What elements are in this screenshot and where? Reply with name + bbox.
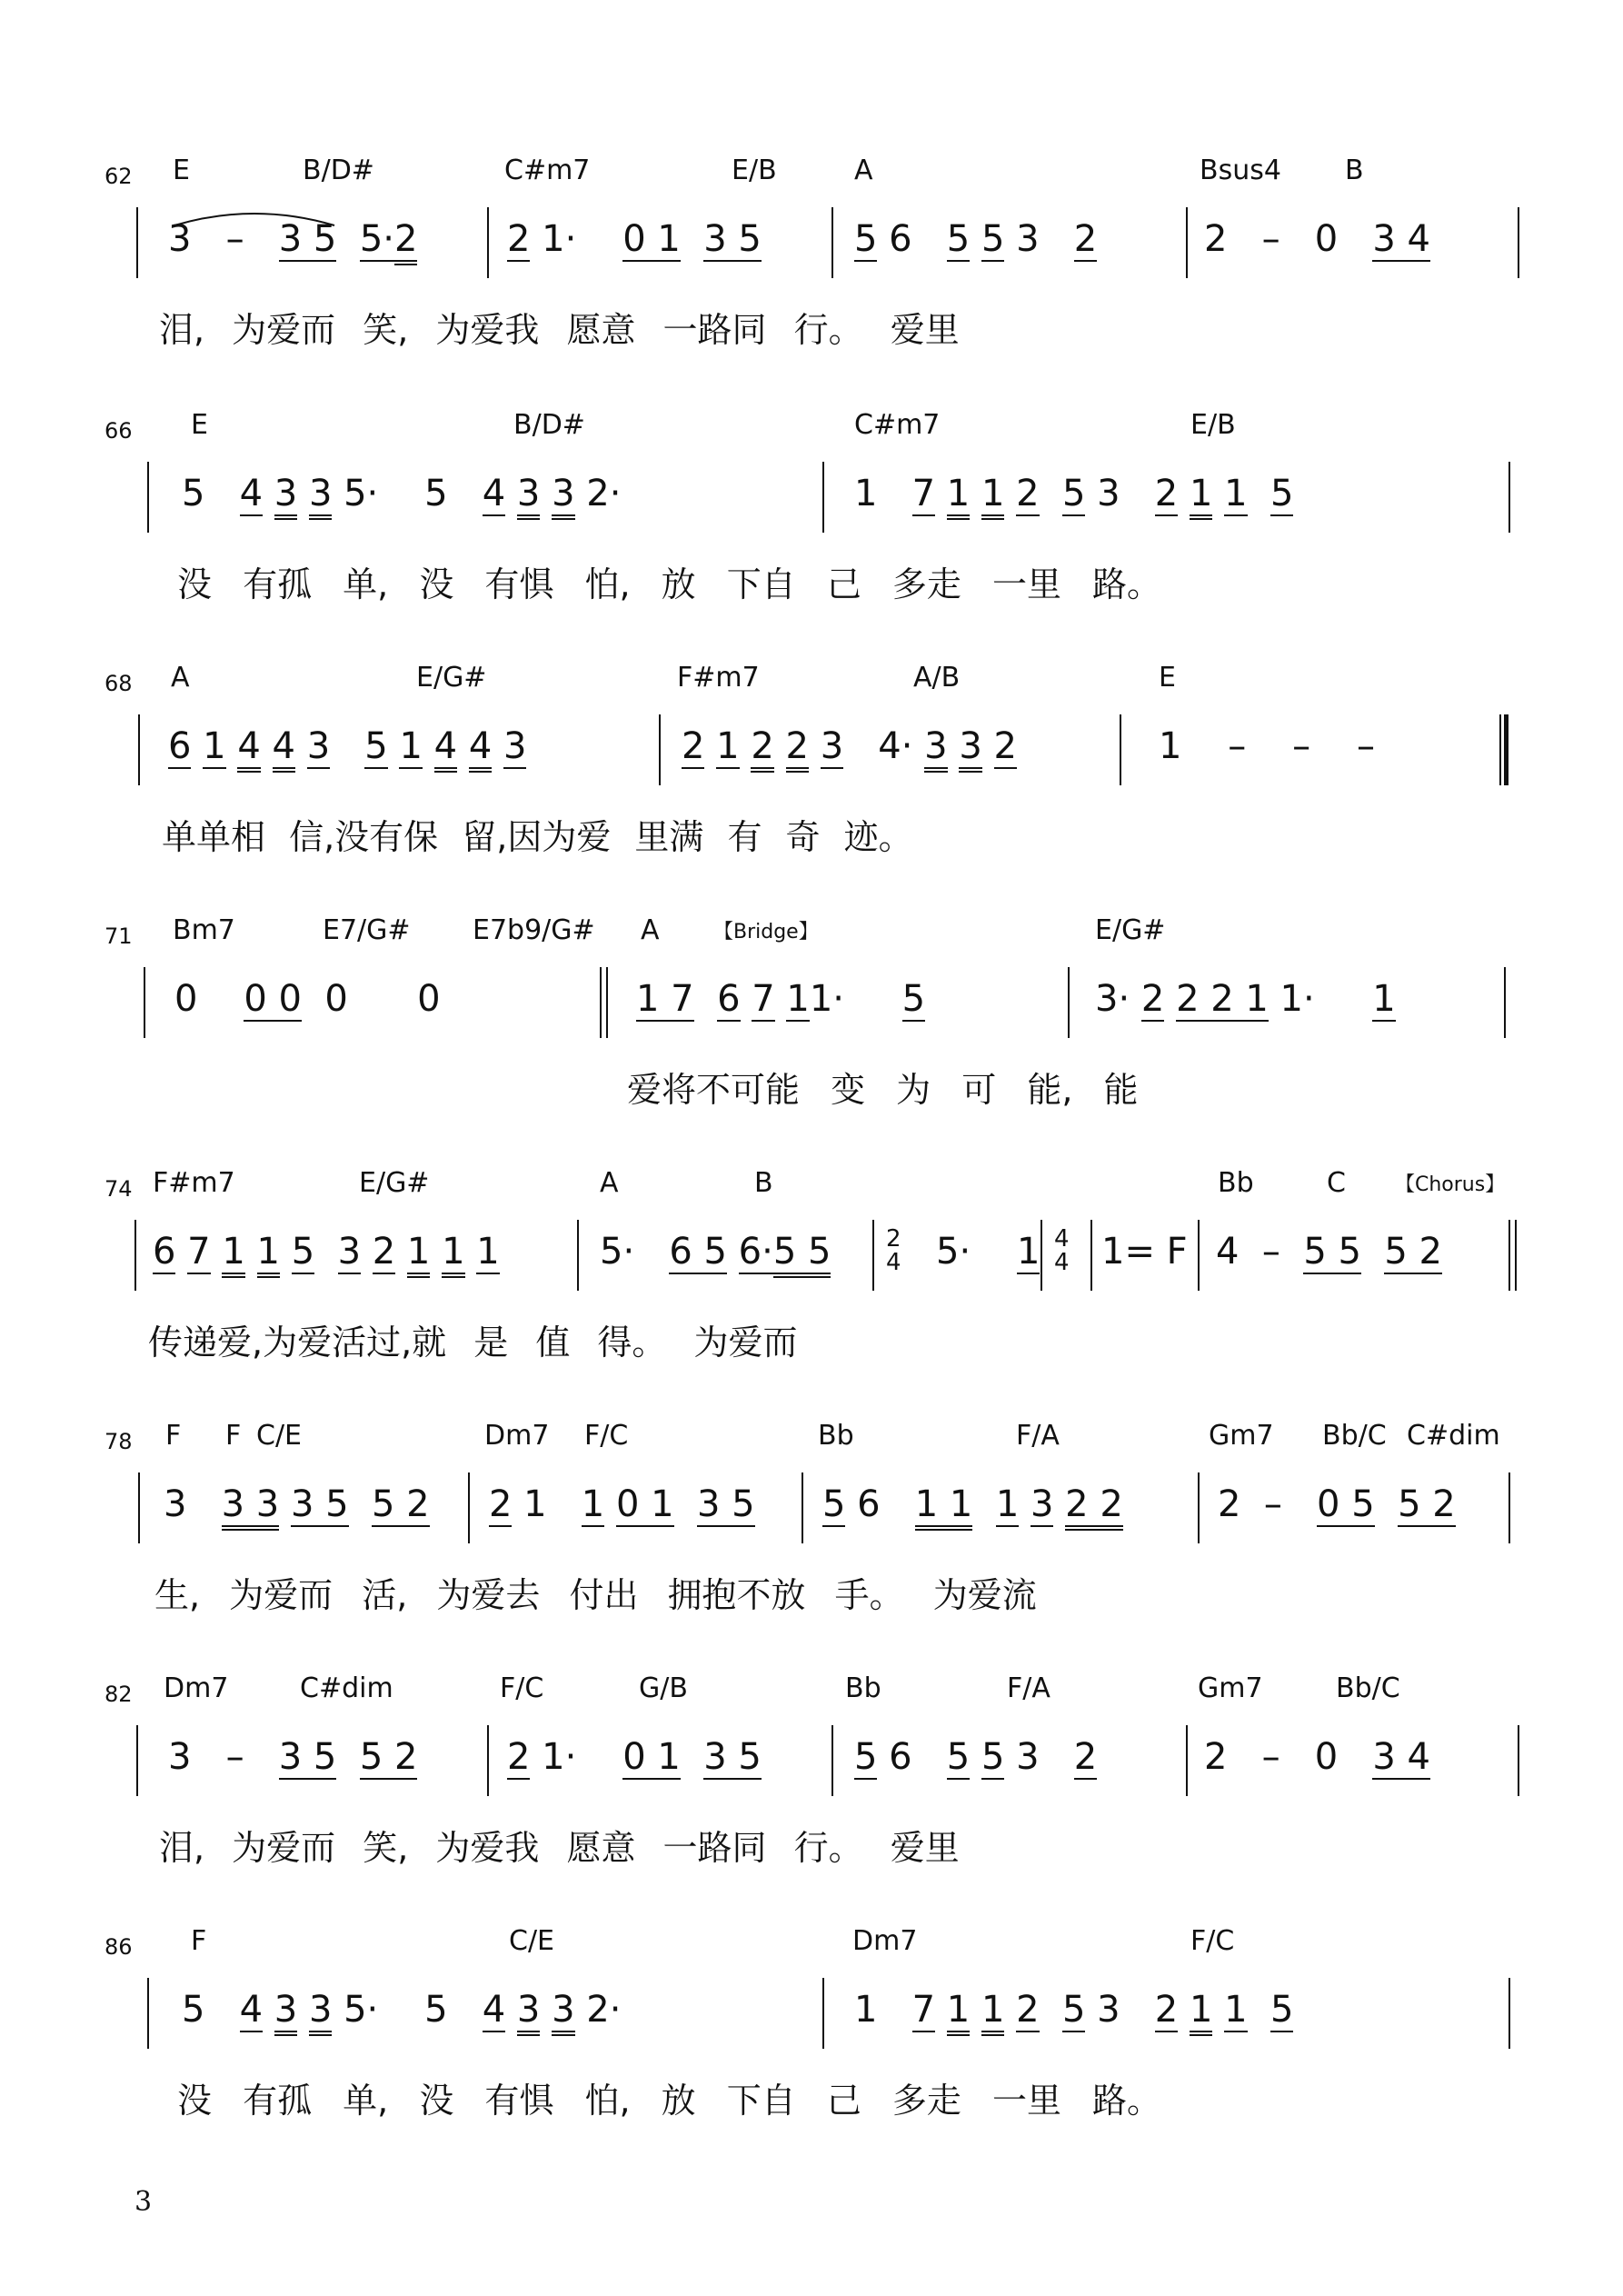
barline bbox=[144, 967, 145, 1038]
barline bbox=[136, 1725, 138, 1796]
system-number: 66 bbox=[105, 418, 133, 444]
lyric-line: 没 有孤 单, 没 有惧 怕, 放 下自 己 多走 一里 路。 bbox=[177, 564, 1162, 604]
chord: F#m7 bbox=[153, 1167, 235, 1199]
chord: E/B bbox=[1190, 409, 1236, 441]
chord: Bb bbox=[845, 1672, 881, 1704]
note-group: 2 1· 0 1 3 5 bbox=[507, 218, 762, 260]
chord: Dm7 bbox=[164, 1672, 229, 1704]
note-group: 5· 6 5 6·5 5 bbox=[600, 1231, 831, 1273]
chord: F/A bbox=[1016, 1420, 1060, 1452]
section-tag: 【Bridge】 bbox=[713, 921, 819, 943]
system-62 bbox=[0, 155, 1623, 418]
chord: Bsus4 bbox=[1200, 155, 1281, 186]
chord: A bbox=[171, 662, 190, 694]
note-group: 5· 1 bbox=[936, 1231, 1041, 1273]
lyric-line: 传递爱,为爱活过,就 是 值 得。 为爱而 bbox=[148, 1323, 798, 1363]
note-group: 3 – 3 5 5·2 bbox=[168, 218, 417, 260]
note-group: 2 – 0 5 5 2 bbox=[1218, 1483, 1456, 1525]
system-86 bbox=[0, 1925, 1623, 2189]
barline bbox=[1518, 207, 1519, 278]
section-tag: 【Chorus】 bbox=[1395, 1173, 1506, 1196]
chord: B bbox=[754, 1167, 773, 1199]
chord: F/A bbox=[1007, 1672, 1050, 1704]
chord: E/G# bbox=[416, 662, 487, 694]
system-number: 68 bbox=[105, 671, 133, 696]
chord: E/G# bbox=[1095, 914, 1166, 946]
chord: F bbox=[191, 1925, 207, 1957]
system-number: 74 bbox=[105, 1176, 133, 1202]
system-number: 86 bbox=[105, 1934, 133, 1960]
barline bbox=[831, 1725, 833, 1796]
barline bbox=[1508, 1978, 1510, 2049]
lyric-line: 没 有孤 单, 没 有惧 怕, 放 下自 己 多走 一里 路。 bbox=[177, 2081, 1162, 2121]
note-group: 2 1· 0 1 3 5 bbox=[507, 1736, 762, 1778]
barline bbox=[1068, 967, 1070, 1038]
note-group: 3 – 3 5 5 2 bbox=[168, 1736, 418, 1778]
chord: C bbox=[1327, 1167, 1346, 1199]
chord: C#m7 bbox=[504, 155, 591, 186]
barline bbox=[831, 207, 833, 278]
barline bbox=[147, 1978, 149, 2049]
note-group: 3 3 3 3 5 5 2 bbox=[164, 1483, 430, 1525]
note-group: 2 – 0 3 4 bbox=[1204, 218, 1430, 260]
note-group: 6 7 1 1 5 3 2 1 1 1 bbox=[153, 1231, 500, 1273]
note-group: 5 6 5 5 3 2 bbox=[854, 1736, 1098, 1778]
slur bbox=[173, 209, 336, 227]
chord: A bbox=[641, 914, 660, 946]
system-78 bbox=[0, 1420, 1623, 1683]
barline bbox=[802, 1472, 803, 1543]
system-74 bbox=[0, 1167, 1623, 1431]
note-group: 1 7 6 7 11· 5 bbox=[636, 978, 926, 1020]
note-group: 3· 2 2 2 1 1· 1 bbox=[1095, 978, 1396, 1020]
chord: A/B bbox=[913, 662, 961, 694]
barline bbox=[1186, 1725, 1188, 1796]
note-group: 0 0 0 0 0 bbox=[174, 978, 441, 1020]
chord: C#dim bbox=[300, 1672, 393, 1704]
chord: B/D# bbox=[303, 155, 374, 186]
barline bbox=[577, 1220, 579, 1291]
note-group: 2 4 bbox=[886, 1225, 901, 1276]
barline bbox=[147, 462, 149, 533]
chord: Bb bbox=[1218, 1167, 1254, 1199]
lyric-line: 单单相 信,没有保 留,因为爱 里满 有 奇 迹。 bbox=[162, 817, 913, 857]
chord: F/C bbox=[500, 1672, 544, 1704]
note-group: 5 6 5 5 3 2 bbox=[854, 218, 1098, 260]
chord: C/E bbox=[256, 1420, 303, 1452]
lyric-line: 生, 为爱而 活, 为爱去 付出 拥抱不放 手。 为爱流 bbox=[154, 1575, 1037, 1615]
chord: E bbox=[191, 409, 208, 441]
system-66 bbox=[0, 409, 1623, 673]
note-group: 2 1 1 0 1 3 5 bbox=[489, 1483, 755, 1525]
barline bbox=[1504, 967, 1506, 1038]
barline-double bbox=[1508, 1220, 1517, 1291]
note-group: 1 – – – bbox=[1159, 725, 1376, 767]
barline bbox=[872, 1220, 874, 1291]
barline bbox=[659, 714, 661, 785]
barline bbox=[136, 207, 138, 278]
system-number: 78 bbox=[105, 1429, 133, 1454]
note-group: 1 7 1 1 2 5 3 2 1 1 5 bbox=[854, 473, 1293, 514]
chord: B/D# bbox=[513, 409, 585, 441]
barline bbox=[134, 1220, 136, 1291]
barline bbox=[1120, 714, 1121, 785]
chord: E7/G# bbox=[323, 914, 411, 946]
system-number: 71 bbox=[105, 923, 133, 949]
barline bbox=[1090, 1220, 1092, 1291]
note-group: 2 1 2 2 3 4· 3 3 2 bbox=[682, 725, 1017, 767]
chord: Gm7 bbox=[1198, 1672, 1263, 1704]
barline bbox=[1198, 1472, 1200, 1543]
note-group: 5 6 1 1 1 3 2 2 bbox=[822, 1483, 1123, 1525]
chord: F bbox=[165, 1420, 182, 1452]
barline bbox=[1041, 1220, 1042, 1291]
system-82 bbox=[0, 1672, 1623, 1936]
system-number: 82 bbox=[105, 1682, 133, 1707]
system-68 bbox=[0, 662, 1623, 925]
barline bbox=[1518, 1725, 1519, 1796]
key-signature: 1= F bbox=[1101, 1231, 1188, 1273]
chord: Bm7 bbox=[173, 914, 235, 946]
chord: E bbox=[1159, 662, 1176, 694]
chord: Dm7 bbox=[484, 1420, 550, 1452]
chord: C#dim bbox=[1407, 1420, 1500, 1452]
chord: E/G# bbox=[359, 1167, 430, 1199]
system-71 bbox=[0, 914, 1623, 1178]
chord: B bbox=[1345, 155, 1364, 186]
note-group: 5 4 3 3 5· 5 4 3 3 2· bbox=[182, 473, 621, 514]
chord: G/B bbox=[639, 1672, 688, 1704]
barline bbox=[138, 714, 140, 785]
chord: F/C bbox=[584, 1420, 629, 1452]
barline bbox=[468, 1472, 470, 1543]
chord: E7b9/G# bbox=[473, 914, 595, 946]
chord: Dm7 bbox=[852, 1925, 918, 1957]
chord: A bbox=[600, 1167, 619, 1199]
chord: E bbox=[173, 155, 190, 186]
note-group: 1 7 1 1 2 5 3 2 1 1 5 bbox=[854, 1989, 1293, 2031]
barline bbox=[822, 462, 824, 533]
barline-double bbox=[600, 967, 608, 1038]
chord: Gm7 bbox=[1209, 1420, 1274, 1452]
note-group: 6 1 4 4 3 5 1 4 4 3 bbox=[168, 725, 526, 767]
note-group: 4 4 bbox=[1054, 1225, 1070, 1276]
lyric-line: 泪, 为爱而 笑, 为爱我 愿意 一路同 行。 爱里 bbox=[159, 1828, 960, 1868]
chord: F/C bbox=[1190, 1925, 1235, 1957]
barline bbox=[1508, 462, 1510, 533]
page-number: 3 bbox=[134, 2186, 153, 2218]
chord: A bbox=[854, 155, 873, 186]
chord: C/E bbox=[509, 1925, 555, 1957]
note-group: 4 – 5 5 5 2 bbox=[1216, 1231, 1442, 1273]
chord: F bbox=[225, 1420, 242, 1452]
system-number: 62 bbox=[105, 164, 133, 189]
barline bbox=[1198, 1220, 1200, 1291]
chord: Bb bbox=[818, 1420, 854, 1452]
chord: E/B bbox=[732, 155, 777, 186]
barline bbox=[487, 1725, 489, 1796]
barline bbox=[138, 1472, 140, 1543]
note-group: 5 4 3 3 5· 5 4 3 3 2· bbox=[182, 1989, 621, 2031]
barline bbox=[1186, 207, 1188, 278]
chord: F#m7 bbox=[677, 662, 760, 694]
lyric-line: 泪, 为爱而 笑, 为爱我 愿意 一路同 行。 爱里 bbox=[159, 310, 960, 350]
chord: Bb/C bbox=[1322, 1420, 1387, 1452]
note-group: 2 – 0 3 4 bbox=[1204, 1736, 1430, 1778]
barline bbox=[822, 1978, 824, 2049]
lyric-line: 爱将不可能 变 为 可 能, 能 bbox=[627, 1070, 1139, 1110]
barline bbox=[487, 207, 489, 278]
barline-double bbox=[1499, 714, 1508, 785]
barline bbox=[1508, 1472, 1510, 1543]
chord: C#m7 bbox=[854, 409, 941, 441]
chord: Bb/C bbox=[1336, 1672, 1400, 1704]
